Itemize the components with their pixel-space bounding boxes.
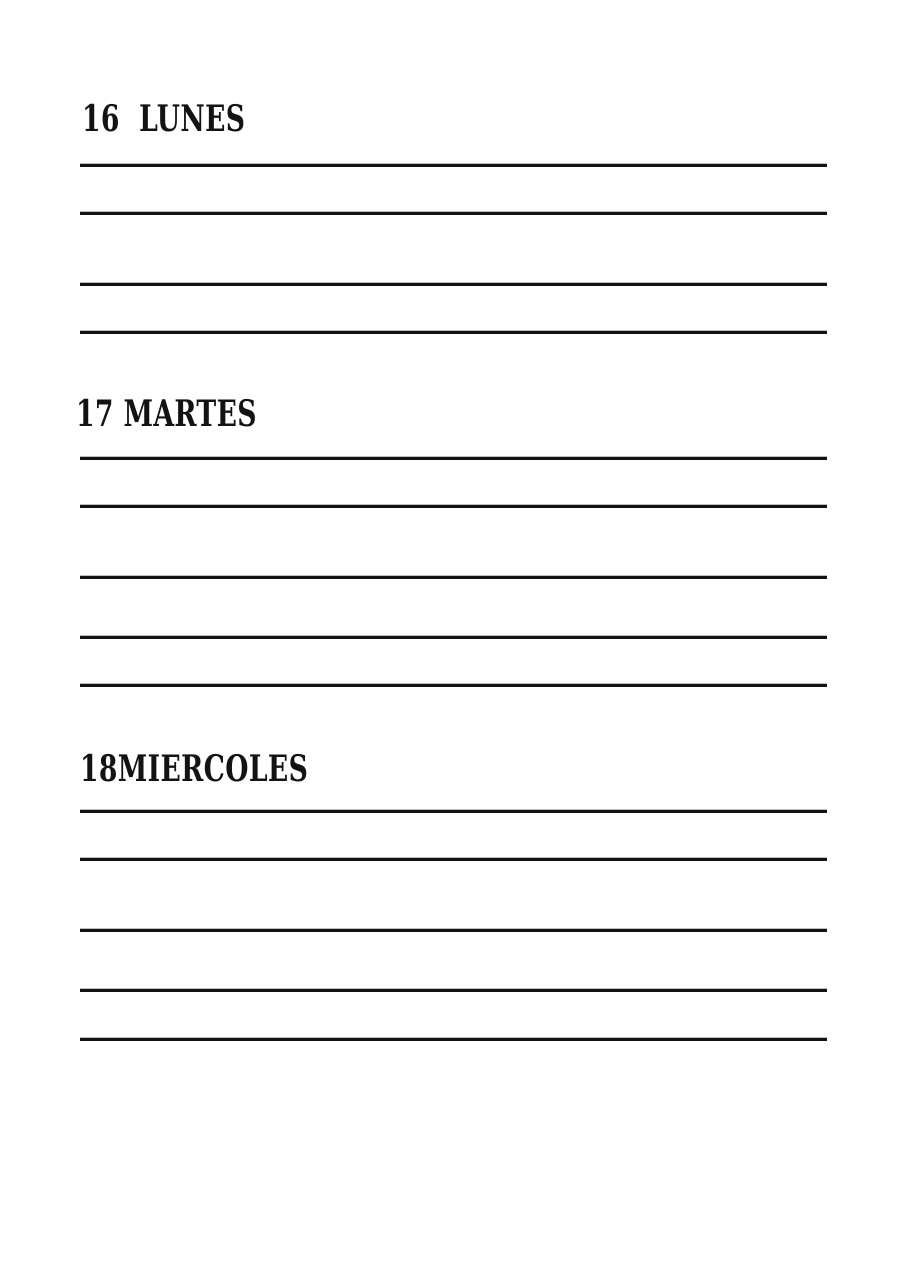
day-heading-16-lunes: 16 LUNES [82, 98, 246, 140]
ruled-line [80, 1037, 827, 1041]
ruled-line [80, 635, 827, 639]
ruled-line [80, 857, 827, 861]
ruled-line [80, 809, 827, 813]
ruled-line [80, 211, 827, 215]
ruled-line [80, 330, 827, 334]
day-heading-17-martes: 17 MARTES [76, 393, 257, 435]
ruled-line [80, 683, 827, 687]
ruled-line [80, 456, 827, 460]
ruled-line [80, 928, 827, 932]
ruled-line [80, 988, 827, 992]
ruled-line [80, 282, 827, 286]
ruled-line [80, 163, 827, 167]
day-heading-18-miercoles: 18MIERCOLES [80, 748, 309, 790]
ruled-line [80, 575, 827, 579]
ruled-line [80, 504, 827, 508]
